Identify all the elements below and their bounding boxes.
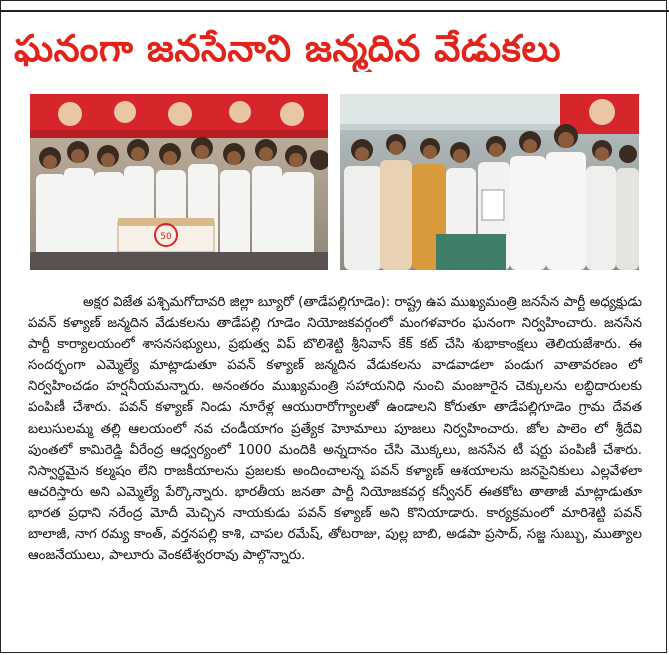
photo-cheque-distribution bbox=[340, 94, 639, 270]
article-headline: ఘనంగా జనసేనాని జన్మదిన వేడుకలు bbox=[14, 27, 562, 70]
cake-number-label: 50 bbox=[160, 232, 172, 242]
photo-cake-cutting-image bbox=[30, 94, 328, 270]
photo-cheque-distribution-image bbox=[340, 94, 639, 270]
photo-cake-cutting bbox=[30, 94, 328, 270]
article-body: అక్షర విజేత పశ్చిమగోదావరి జిల్లా బ్యూరో (తాడేపల్లిగూడెం): రాష్ట్ర ఉప ముఖ్యమంత్రి జనసేన పార్టీ అధ్యక్షుడు పవన్ కళ్యాణ్ జన్మదిన వేడుకలను తాడేపల్లి గూడెం నియోజకవర్గంలో మంగళవారం ఘనంగా నిర్వహించారు. జనసేన పార్టీ కార్యాలయంలో శాసనసభ్యులు, ప్రభుత్వ విప్ బొలిశెట్టి శ్రీనివాస్ కేక్ కట్ చేసి శుభాకాంక్షలు తెలియజేశారు. ఈ సందర్భంగా ఎమ్మెల్యే మాట్లాడుతూ పవన్ కళ్యాణ్ జన్మదిన వేడుకలను వాడవాడలా పండుగ వాతావరణం లో నిర్వహించడం హర్షనీయమన్నారు. అనంతరం ముఖ్యమంత్రి సహాయనిధి నుంచి మంజూరైన చెక్కులను లబ్ధిదారులకు పంపిణీ చేశారు. పవన్ కళ్యాణ్ నిండు నూరేళ్ల ఆయురారోగ్యాలతో ఉండాలని కోరుతూ తాడేపల్లిగూడెం గ్రామ దేవత బలుసులమ్మ తల్లి ఆలయంలో నవ చండీయాగం ప్రత్యేక హెూమాలు పూజలు నిర్వహించారు. జోల పాలెం లో శ్రీదేవి పుంతలో కామిరెడ్డి వీరేంద్ర ఆధ్వర్యంలో 1000 మందికి అన్నదానం చేసి మొక్కలు, జనసేన టీ షర్టు పంపిణీ చేశారు. నిస్వార్థమైన కల్మషం లేని రాజకీయాలను ప్రజలకు అందించాలన్న పవన్ కళ్యాణ్ ఆశయాలను జనసైనికులు ఎల్లవేళలా ఆచరిస్తారు అని ఎమ్మెల్యే పేర్కొన్నారు. భారతీయ జనతా పార్టీ నియోజకవర్గ కన్వీనర్ ఈతకోట తాతాజీ మాట్లాడుతూ భారత ప్రధాని నరేంద్ర మోదీ మెచ్చిన నాయకుడు పవన్ కళ్యాణ్ అని కొనియాడారు. కార్యక్రమంలో మారిశెట్టి పవన్ బాలాజీ, నాగ రమ్య కాంత్, వర్తనపల్లి కాశి, చాపల రమేష్, తోటరాజు, పుల్ల బాబి, అడపా ప్రసాద్, సజ్జ సుబ్బు, ముత్యాల ఆంజనేయులు, పాలూరు వెంకటేశ్వరరావు పాల్గొన్నారు. bbox=[28, 295, 642, 564]
